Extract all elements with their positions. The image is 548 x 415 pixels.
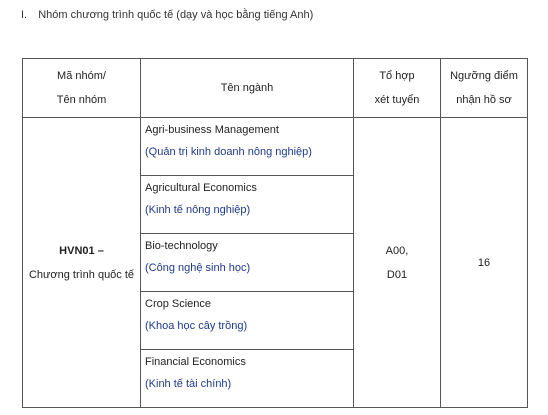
major-cell [141,118,354,176]
major-vietnamese-name: (Công nghệ sinh học) [145,262,251,274]
group-cell [23,118,141,408]
major-vietnamese-name: (Khoa học cây trồng) [145,320,248,332]
major-english-name: Agri-business Management [145,124,279,136]
header-threshold: Ngưỡng điểm nhận hồ sơ [441,59,528,118]
group-name: Chương trình quốc tế [28,268,135,281]
major-english-name: Agricultural Economics [145,182,257,194]
combination-cell: A00, D01 [354,118,441,408]
major-cell [141,350,354,408]
major-english-name: Crop Science [145,298,212,310]
header-group: Mã nhóm/ Tên nhóm [23,59,141,118]
section-heading [21,9,313,21]
major-cell [141,292,354,350]
major-cell [141,234,354,292]
header-combination: Tổ hợp xét tuyển [354,59,441,118]
section-title: Nhóm chương trình quốc tế (dạy và học bằng tiếng Anh) [38,9,314,21]
major-english-name: Bio-technology [145,240,218,252]
major-cell [141,176,354,234]
section-number: I. [21,9,28,21]
major-english-name: Financial Economics [145,356,246,368]
group-code: HVN01 – [59,244,104,257]
admission-table [22,58,528,408]
table-row [23,118,528,176]
table-header-row [23,59,528,118]
major-vietnamese-name: (Kinh tế nông nghiệp) [145,204,251,216]
threshold-cell: 16 [441,118,528,408]
major-vietnamese-name: (Quản trị kinh doanh nông nghiệp) [145,146,312,158]
header-major: Tên ngành [141,59,354,118]
major-vietnamese-name: (Kinh tế tài chính) [145,378,232,390]
